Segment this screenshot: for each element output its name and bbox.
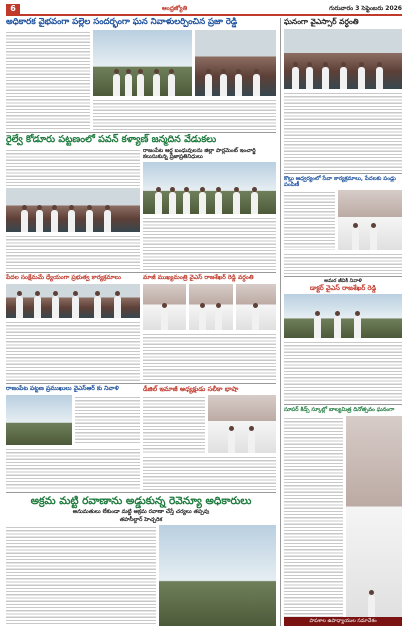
article-7-body-2 <box>143 455 276 490</box>
articles-4-5 <box>6 275 276 381</box>
article-7-photo <box>208 395 276 453</box>
article-2 <box>6 135 276 270</box>
right-article-1-photo <box>284 29 402 89</box>
article-1 <box>6 18 276 130</box>
main-column <box>6 18 276 626</box>
side-column <box>280 18 402 626</box>
right-article-3-kicker: అమర జీవికి నివాళి <box>324 278 362 285</box>
article-8-photo <box>159 525 276 626</box>
article-8-subhead: అనుమతులు లేకుండా మట్టి అక్రమ రవాణా చేస్తే చర్యలు తప్పవు <box>72 508 210 515</box>
right-article-2-headline: కొల్లు ఆధ్వర్యంలో సేవా కార్యక్రమాలు, పేదలకు పండ్లు పంపిణీ <box>284 175 396 188</box>
article-2-photo <box>6 188 140 232</box>
article-6-body-2 <box>6 447 140 490</box>
masthead: ఆంధ్రజ్యోతి <box>161 4 188 12</box>
right-article-2-body <box>284 190 335 250</box>
page-header <box>6 4 402 16</box>
article-1-photo-2 <box>195 30 276 96</box>
article-8-body <box>6 525 156 626</box>
article-4-body <box>6 320 140 381</box>
right-article-1-headline: ఘనంగా వైఎస్సార్ వర్ధంతి <box>284 17 359 26</box>
right-article-3-photo <box>284 294 402 338</box>
article-2-headline: రైల్వే కోడూరు పట్టణంలో పవన్ కళ్యాణ్ జన్మదిన వేడుకలు <box>6 133 217 145</box>
article-3-body <box>143 216 276 269</box>
article-6-body <box>75 395 141 445</box>
article-6-headline: రాజంపేట పట్టణ ప్రముఖులు వైఎస్‌ఆర్ కు నివాళి <box>6 384 119 392</box>
article-7-headline: డీజిల్ ఇమాజీ అధ్యక్షుడు సలీకా భాషా <box>143 384 239 393</box>
right-article-3-body <box>284 340 402 402</box>
article-5-headline: మాజీ ముఖ్యమంత్రి వైఎస్ రాజశేఖర్ రెడ్డి వర్ధంతి <box>143 273 254 281</box>
right-article-3-headline: డాక్టర్ వైఎస్ రాజశేఖర్ రెడ్డి <box>309 284 377 292</box>
right-article-4 <box>284 407 402 626</box>
article-8 <box>6 495 276 626</box>
article-3-photo <box>143 162 276 214</box>
right-article-4-body <box>284 416 343 617</box>
article-2-body-2 <box>6 234 140 270</box>
article-5-photo-1 <box>143 284 186 330</box>
article-8-subhead-2: తహసీల్దార్ హెచ్చరిక <box>119 517 163 524</box>
article-4-photo <box>6 284 140 318</box>
right-article-2 <box>284 176 402 275</box>
article-5-photo-3 <box>236 284 276 330</box>
issue-date: గురువారం 3 సెప్టెంబరు 2026 <box>329 4 402 12</box>
article-2-body <box>6 148 140 186</box>
article-5-photo-2 <box>189 284 232 330</box>
right-article-4-photo <box>346 416 402 617</box>
right-article-2-photo <box>338 190 402 250</box>
right-article-2-body-2 <box>284 252 402 274</box>
article-5-body <box>143 332 276 381</box>
article-1-body <box>6 30 90 130</box>
right-article-4-headline: సూపర్ కిడ్స్ స్కూల్లో బాల్యమిత్ర దినోత్సవం ఘనంగా <box>284 407 395 414</box>
article-7-body <box>143 395 205 453</box>
article-1-photo-1 <box>93 30 192 96</box>
article-1-headline: అధికారక వైభవంగా పల్లెల సందర్భంగా ఘన నివాళులర్పించిన ప్రజా రెడ్డి <box>6 17 238 27</box>
right-article-1 <box>284 18 402 171</box>
article-6-photo-1 <box>6 395 72 445</box>
right-article-1-body <box>284 91 402 171</box>
articles-6-7 <box>6 386 276 490</box>
article-1-body-2 <box>93 98 276 130</box>
article-4-headline: పేదల సంక్షేమమే ధ్యేయంగా ప్రభుత్వ కార్యక్రమాలు <box>6 273 121 281</box>
article-8-headline: అక్రమ మట్టి రవాణాను అడ్డుకున్న రెవెన్యూ అధికారులు <box>30 494 252 507</box>
article-3-headline: రాజంపేట ఆర్డ బంధువులను జిల్లా పార్లమెంట్ ఇంచార్జి కలుసుకున్న ప్రజాప్రతినిధులు <box>143 147 256 160</box>
right-article-3 <box>284 279 402 402</box>
page-number: 6 <box>6 4 20 14</box>
right-article-4-banner: పాపశాల ఉపాధ్యాయుల సమావేశం <box>284 617 402 626</box>
